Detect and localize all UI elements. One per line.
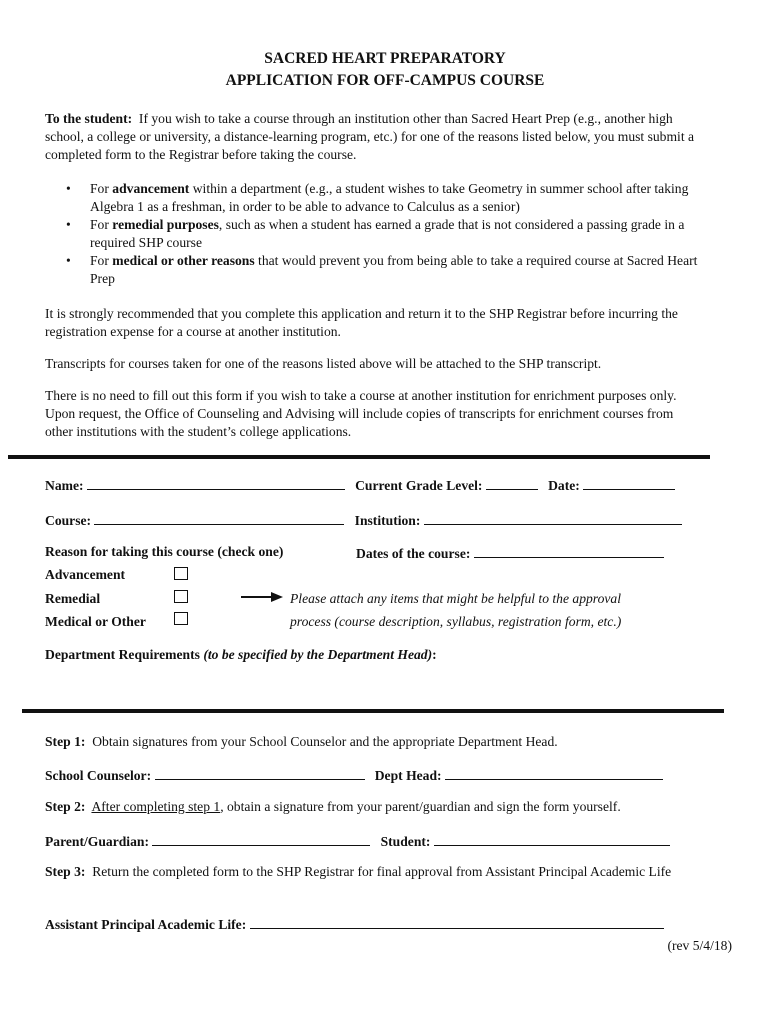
form-title-line-1: SACRED HEART PREPARATORY <box>264 50 506 67</box>
advancement-checkbox[interactable] <box>174 567 188 580</box>
attach-note-line-2: process (course description, syllabus, registration form, etc.) <box>290 614 622 629</box>
enrichment-paragraph: There is no need to fill out this form if you wish to take a course at another institution for enrichment purposes only. Upon request, the Office of Counseling and Advising will include copies of transcripts for enrichment courses from other institutions with the student’s college applications. <box>45 388 677 439</box>
dept-requirements-colon: : <box>432 647 437 662</box>
bullet-text: For <box>90 253 113 268</box>
intro-lead: To the student: <box>45 111 133 126</box>
parent-signature-field[interactable] <box>152 831 370 846</box>
student-signature-field[interactable] <box>434 831 670 846</box>
bullet-text: For <box>90 217 113 232</box>
dates-field[interactable] <box>474 543 664 558</box>
bullet-medical <box>62 252 702 288</box>
section-divider <box>22 709 724 713</box>
step-3-text: Return the completed form to the SHP Registrar for final approval from Assistant Principal Academic Life <box>92 864 672 879</box>
step-2-text: , obtain a signature from your parent/guardian and sign the form yourself. <box>220 799 621 814</box>
course-field[interactable] <box>94 510 344 525</box>
reason-bullet-list <box>62 180 702 288</box>
bullet-bold: medical or other reasons <box>112 253 255 268</box>
bullet-text: For <box>90 181 113 196</box>
step-2-label: Step 2: <box>45 799 86 814</box>
bullet-text: , such as when a student has earned a grade that is not considered a passing grade in a required SHP course <box>90 217 685 250</box>
bullet-icon: • <box>66 253 71 268</box>
course-label: Course: <box>45 513 92 528</box>
counselor-label: School Counselor: <box>45 768 152 783</box>
institution-field[interactable] <box>424 510 682 525</box>
option-medical-label: Medical or Other <box>45 614 146 629</box>
recommendation-paragraph: It is strongly recommended that you complete this application and return it to the SHP Registrar before incurring the registration expense for a course at another institution. <box>45 306 678 339</box>
step-3 <box>45 863 725 881</box>
grade-field[interactable] <box>486 475 538 490</box>
counselor-row <box>45 765 663 785</box>
ap-row <box>45 914 664 934</box>
dept-head-signature-field[interactable] <box>445 765 663 780</box>
step-2-underlined: After completing step 1 <box>91 799 221 814</box>
bullet-remedial <box>62 216 702 252</box>
ap-label: Assistant Principal Academic Life: <box>45 917 247 932</box>
revision-note: (rev 5/4/18) <box>667 938 732 953</box>
bullet-advancement <box>62 180 702 216</box>
reason-label: Reason for taking this course (check one) <box>45 544 284 559</box>
attach-note-line-1: Please attach any items that might be helpful to the approval <box>290 591 621 606</box>
transcripts-paragraph: Transcripts for courses taken for one of the reasons listed above will be attached to the SHP transcript. <box>45 356 602 371</box>
step-3-label: Step 3: <box>45 864 86 879</box>
dept-requirements-note: (to be specified by the Department Head) <box>203 647 433 662</box>
form-title-line-2: APPLICATION FOR OFF-CAMPUS COURSE <box>225 72 545 89</box>
arrow-right-icon <box>241 591 283 603</box>
intro-text: If you wish to take a course through an institution other than Sacred Heart Prep (e.g., another high school, a college or university, a distance-learning program, etc.) for one of the reasons listed below, you must submit a completed form to the Registrar before taking the course. <box>45 111 695 162</box>
ap-signature-field[interactable] <box>250 914 664 929</box>
step-1-label: Step 1: <box>45 734 86 749</box>
name-field[interactable] <box>87 475 345 490</box>
parent-row <box>45 831 670 851</box>
name-label: Name: <box>45 478 84 493</box>
date-field[interactable] <box>583 475 675 490</box>
option-remedial-label: Remedial <box>45 591 101 606</box>
remedial-checkbox[interactable] <box>174 590 188 603</box>
dept-requirements-label: Department Requirements <box>45 647 200 662</box>
bullet-icon: • <box>66 181 71 196</box>
dept-head-label: Dept Head: <box>374 768 442 783</box>
name-row <box>45 475 675 495</box>
bullet-bold: advancement <box>112 181 190 196</box>
parent-label: Parent/Guardian: <box>45 834 149 849</box>
student-label: Student: <box>380 834 431 849</box>
step-2 <box>45 798 621 816</box>
institution-label: Institution: <box>354 513 421 528</box>
bullet-bold: remedial purposes <box>112 217 219 232</box>
dept-requirements-area[interactable] <box>45 666 705 706</box>
medical-checkbox[interactable] <box>174 612 188 625</box>
bullet-text: within a department (e.g., a student wishes to take Geometry in summer school after taking Algebra 1 as a freshman, in order to be able to advance to Calculus as a senior) <box>90 181 689 214</box>
step-1-text: Obtain signatures from your School Counselor and the appropriate Department Head. <box>92 734 558 749</box>
dept-requirements <box>45 646 437 664</box>
section-divider <box>8 455 710 459</box>
counselor-signature-field[interactable] <box>155 765 365 780</box>
step-1 <box>45 733 558 751</box>
option-advancement-label: Advancement <box>45 567 126 582</box>
dates-label: Dates of the course: <box>356 546 471 561</box>
grade-label: Current Grade Level: <box>355 478 483 493</box>
dates-row <box>356 543 664 563</box>
course-row <box>45 510 682 530</box>
bullet-text: that would prevent you from being able to take a required course at Sacred Heart Prep <box>90 253 698 286</box>
intro-paragraph <box>45 110 695 164</box>
date-label: Date: <box>548 478 580 493</box>
bullet-icon: • <box>66 217 71 232</box>
